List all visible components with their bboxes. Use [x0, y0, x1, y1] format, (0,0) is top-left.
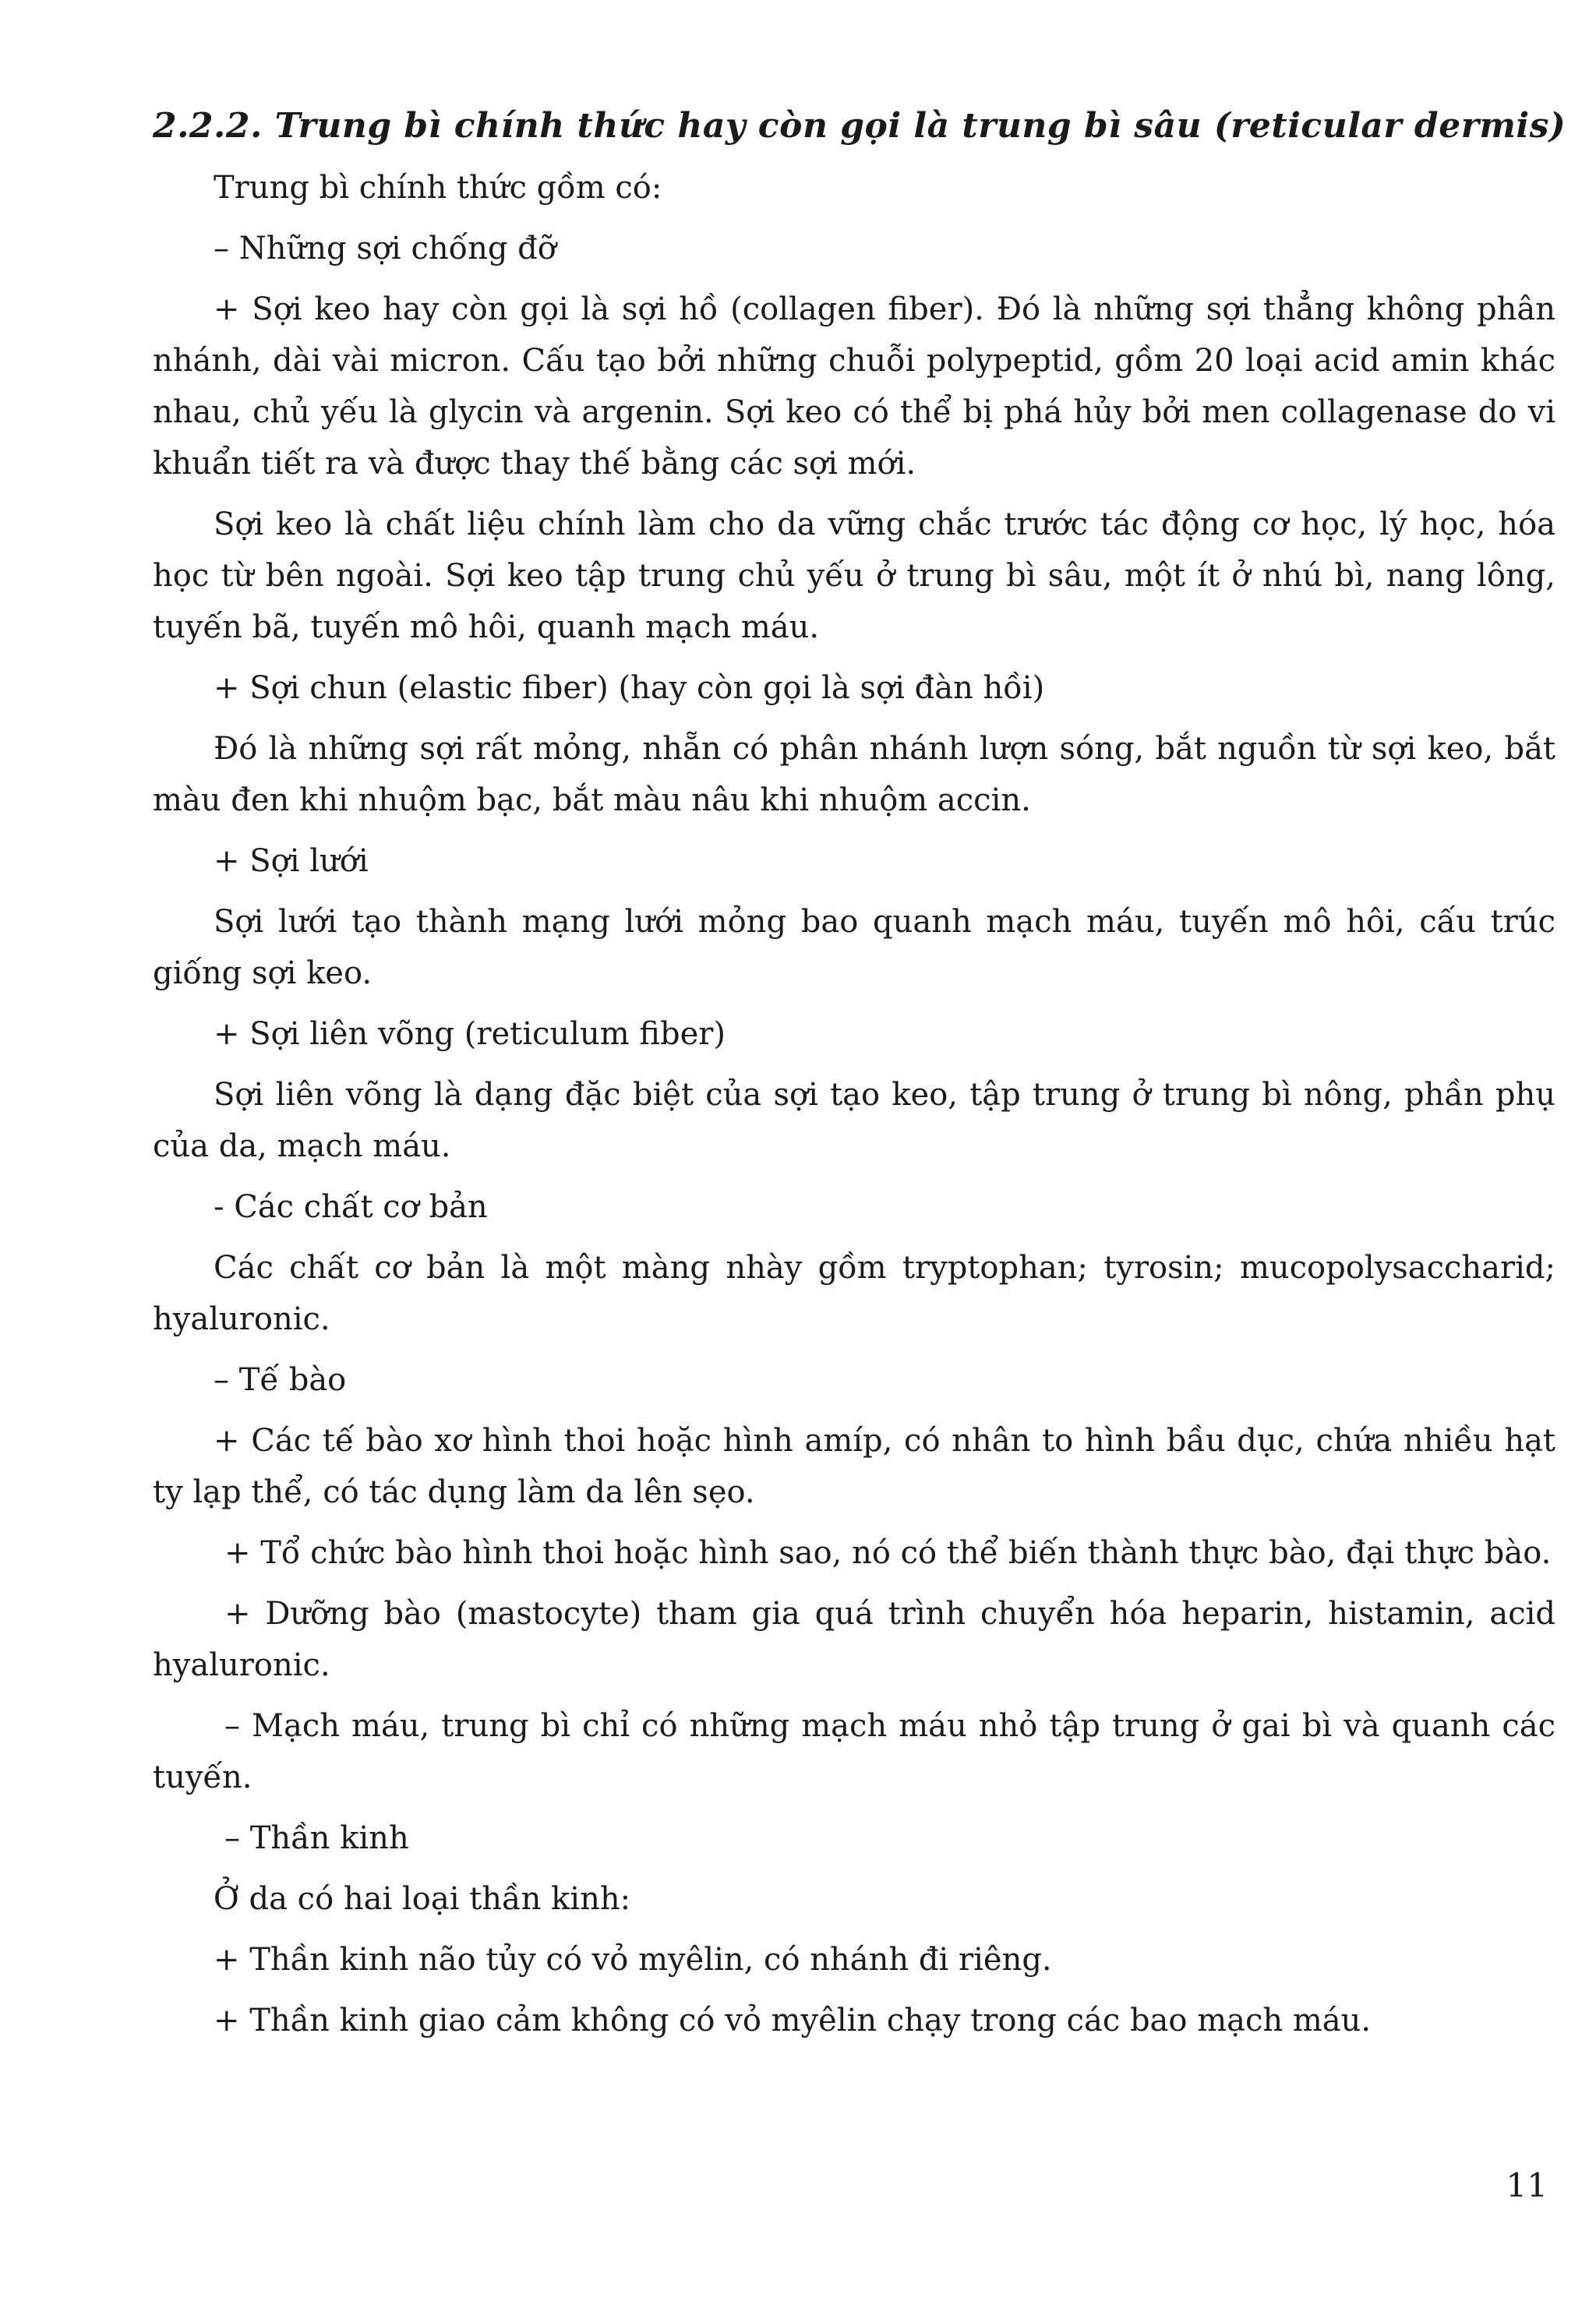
paragraph-elastic-fiber: Đó là những sợi rất mỏng, nhẵn có phân nhánh lượn sóng, bắt nguồn từ sợi keo, bắt màu đen khi nhuộm bạc, bắt màu nâu khi nhuộm accin. — [153, 731, 1555, 818]
paragraph-net-fiber: Sợi lưới tạo thành mạng lưới mỏng bao quanh mạch máu, tuyến mô hôi, cấu trúc giống sợi keo. — [153, 904, 1555, 991]
paragraph-collagen-role: Sợi keo là chất liệu chính làm cho da vững chắc trước tác động cơ học, lý học, hóa học từ bên ngoài. Sợi keo tập trung chủ yếu ở trung bì sâu, một ít ở nhú bì, nang lông, tuyến bã, tuyến mô hôi, quanh mạch máu. — [153, 507, 1555, 645]
paragraph-nerves-heading: – Thần kinh — [224, 1820, 409, 1856]
paragraph-cerebrospinal-nerve: + Thần kinh não tủy có vỏ myêlin, có nhánh đi riêng. — [214, 1942, 1052, 1978]
paragraph-ground-substance: Các chất cơ bản là một màng nhày gồm tryptophan; tyrosin; mucopolysaccharid; hyaluronic. — [153, 1250, 1555, 1337]
paragraph-sympathetic-nerve: + Thần kinh giao cảm không có vỏ myêlin chạy trong các bao mạch máu. — [214, 2003, 1372, 2038]
paragraph-elastic-fiber-heading: + Sợi chun (elastic fiber) (hay còn gọi là sợi đàn hồi) — [214, 670, 1045, 706]
paragraph-supporting-fibers: – Những sợi chống đỡ — [214, 231, 556, 267]
paragraph-reticulum-fiber-heading: + Sợi liên võng (reticulum fiber) — [214, 1016, 726, 1052]
paragraph-net-fiber-heading: + Sợi lưới — [214, 843, 369, 879]
page-number: 11 — [1506, 2166, 1548, 2204]
paragraph-reticulum-fiber: Sợi liên võng là dạng đặc biệt của sợi tạo keo, tập trung ở trung bì nông, phần phụ của da, mạch máu. — [153, 1077, 1555, 1164]
page-body — [153, 101, 1566, 2056]
paragraph-nerve-types: Ở da có hai loại thần kinh: — [214, 1881, 631, 1917]
paragraph-collagen-fiber: + Sợi keo hay còn gọi là sợi hồ (collagen fiber). Đó là những sợi thẳng không phân nhánh, dài vài micron. Cấu tạo bởi những chuỗi polypeptid, gồm 20 loại acid amin khác nhau, chủ yếu là glycin và argenin. Sợi keo có thể bị phá hủy bởi men collagenase do vi khuẩn tiết ra và được thay thế bằng các sợi mới. — [153, 291, 1555, 482]
paragraph-blood-vessels: – Mạch máu, trung bì chỉ có những mạch máu nhỏ tập trung ở gai bì và quanh các tuyến. — [153, 1708, 1555, 1795]
section-heading: 2.2.2. Trung bì chính thức hay còn gọi là trung bì sâu (reticular dermis) — [153, 106, 1566, 146]
paragraph-ground-substance-heading: - Các chất cơ bản — [214, 1189, 488, 1225]
paragraph-intro: Trung bì chính thức gồm có: — [214, 170, 662, 206]
paragraph-cells-heading: – Tế bào — [214, 1362, 347, 1398]
paragraph-fibroblast: + Các tế bào xơ hình thoi hoặc hình amíp, có nhân to hình bầu dục, chứa nhiều hạt ty lạp thể, có tác dụng làm da lên sẹo. — [153, 1423, 1555, 1510]
paragraph-mastocyte: + Dưỡng bào (mastocyte) tham gia quá trình chuyển hóa heparin, histamin, acid hyaluronic. — [153, 1596, 1555, 1683]
paragraph-histiocyte: + Tổ chức bào hình thoi hoặc hình sao, nó có thể biến thành thực bào, đại thực bào. — [224, 1535, 1552, 1571]
